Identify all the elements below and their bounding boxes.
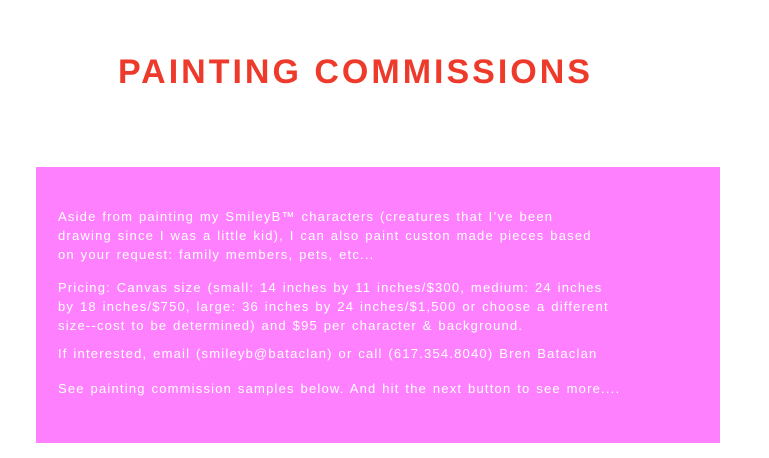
intro-line: drawing since I was a little kid), I can also paint custon made pieces based (58, 228, 592, 243)
samples-paragraph: See painting commission samples below. And hit the next button to see more.... (58, 381, 621, 396)
contact-paragraph: If interested, email (smileyb@bataclan) or call (617.354.8040) Bren Bataclan (58, 346, 598, 361)
intro-line: Aside from painting my SmileyB™ characters (creatures that I’ve been (58, 209, 554, 224)
pricing-line: size--cost to be determined) and $95 per character & background. (58, 318, 524, 333)
intro-paragraph (58, 207, 592, 264)
page-title: PAINTING COMMISSIONS (118, 53, 593, 91)
pricing-paragraph (58, 278, 609, 335)
pricing-line: Pricing: Canvas size (small: 14 inches by 11 inches/$300, medium: 24 inches (58, 280, 603, 295)
pricing-line: by 18 inches/$750, large: 36 inches by 24 inches/$1,500 or choose a different (58, 299, 609, 314)
commission-info-panel (36, 167, 720, 443)
intro-line: on your request: family members, pets, etc... (58, 247, 375, 262)
